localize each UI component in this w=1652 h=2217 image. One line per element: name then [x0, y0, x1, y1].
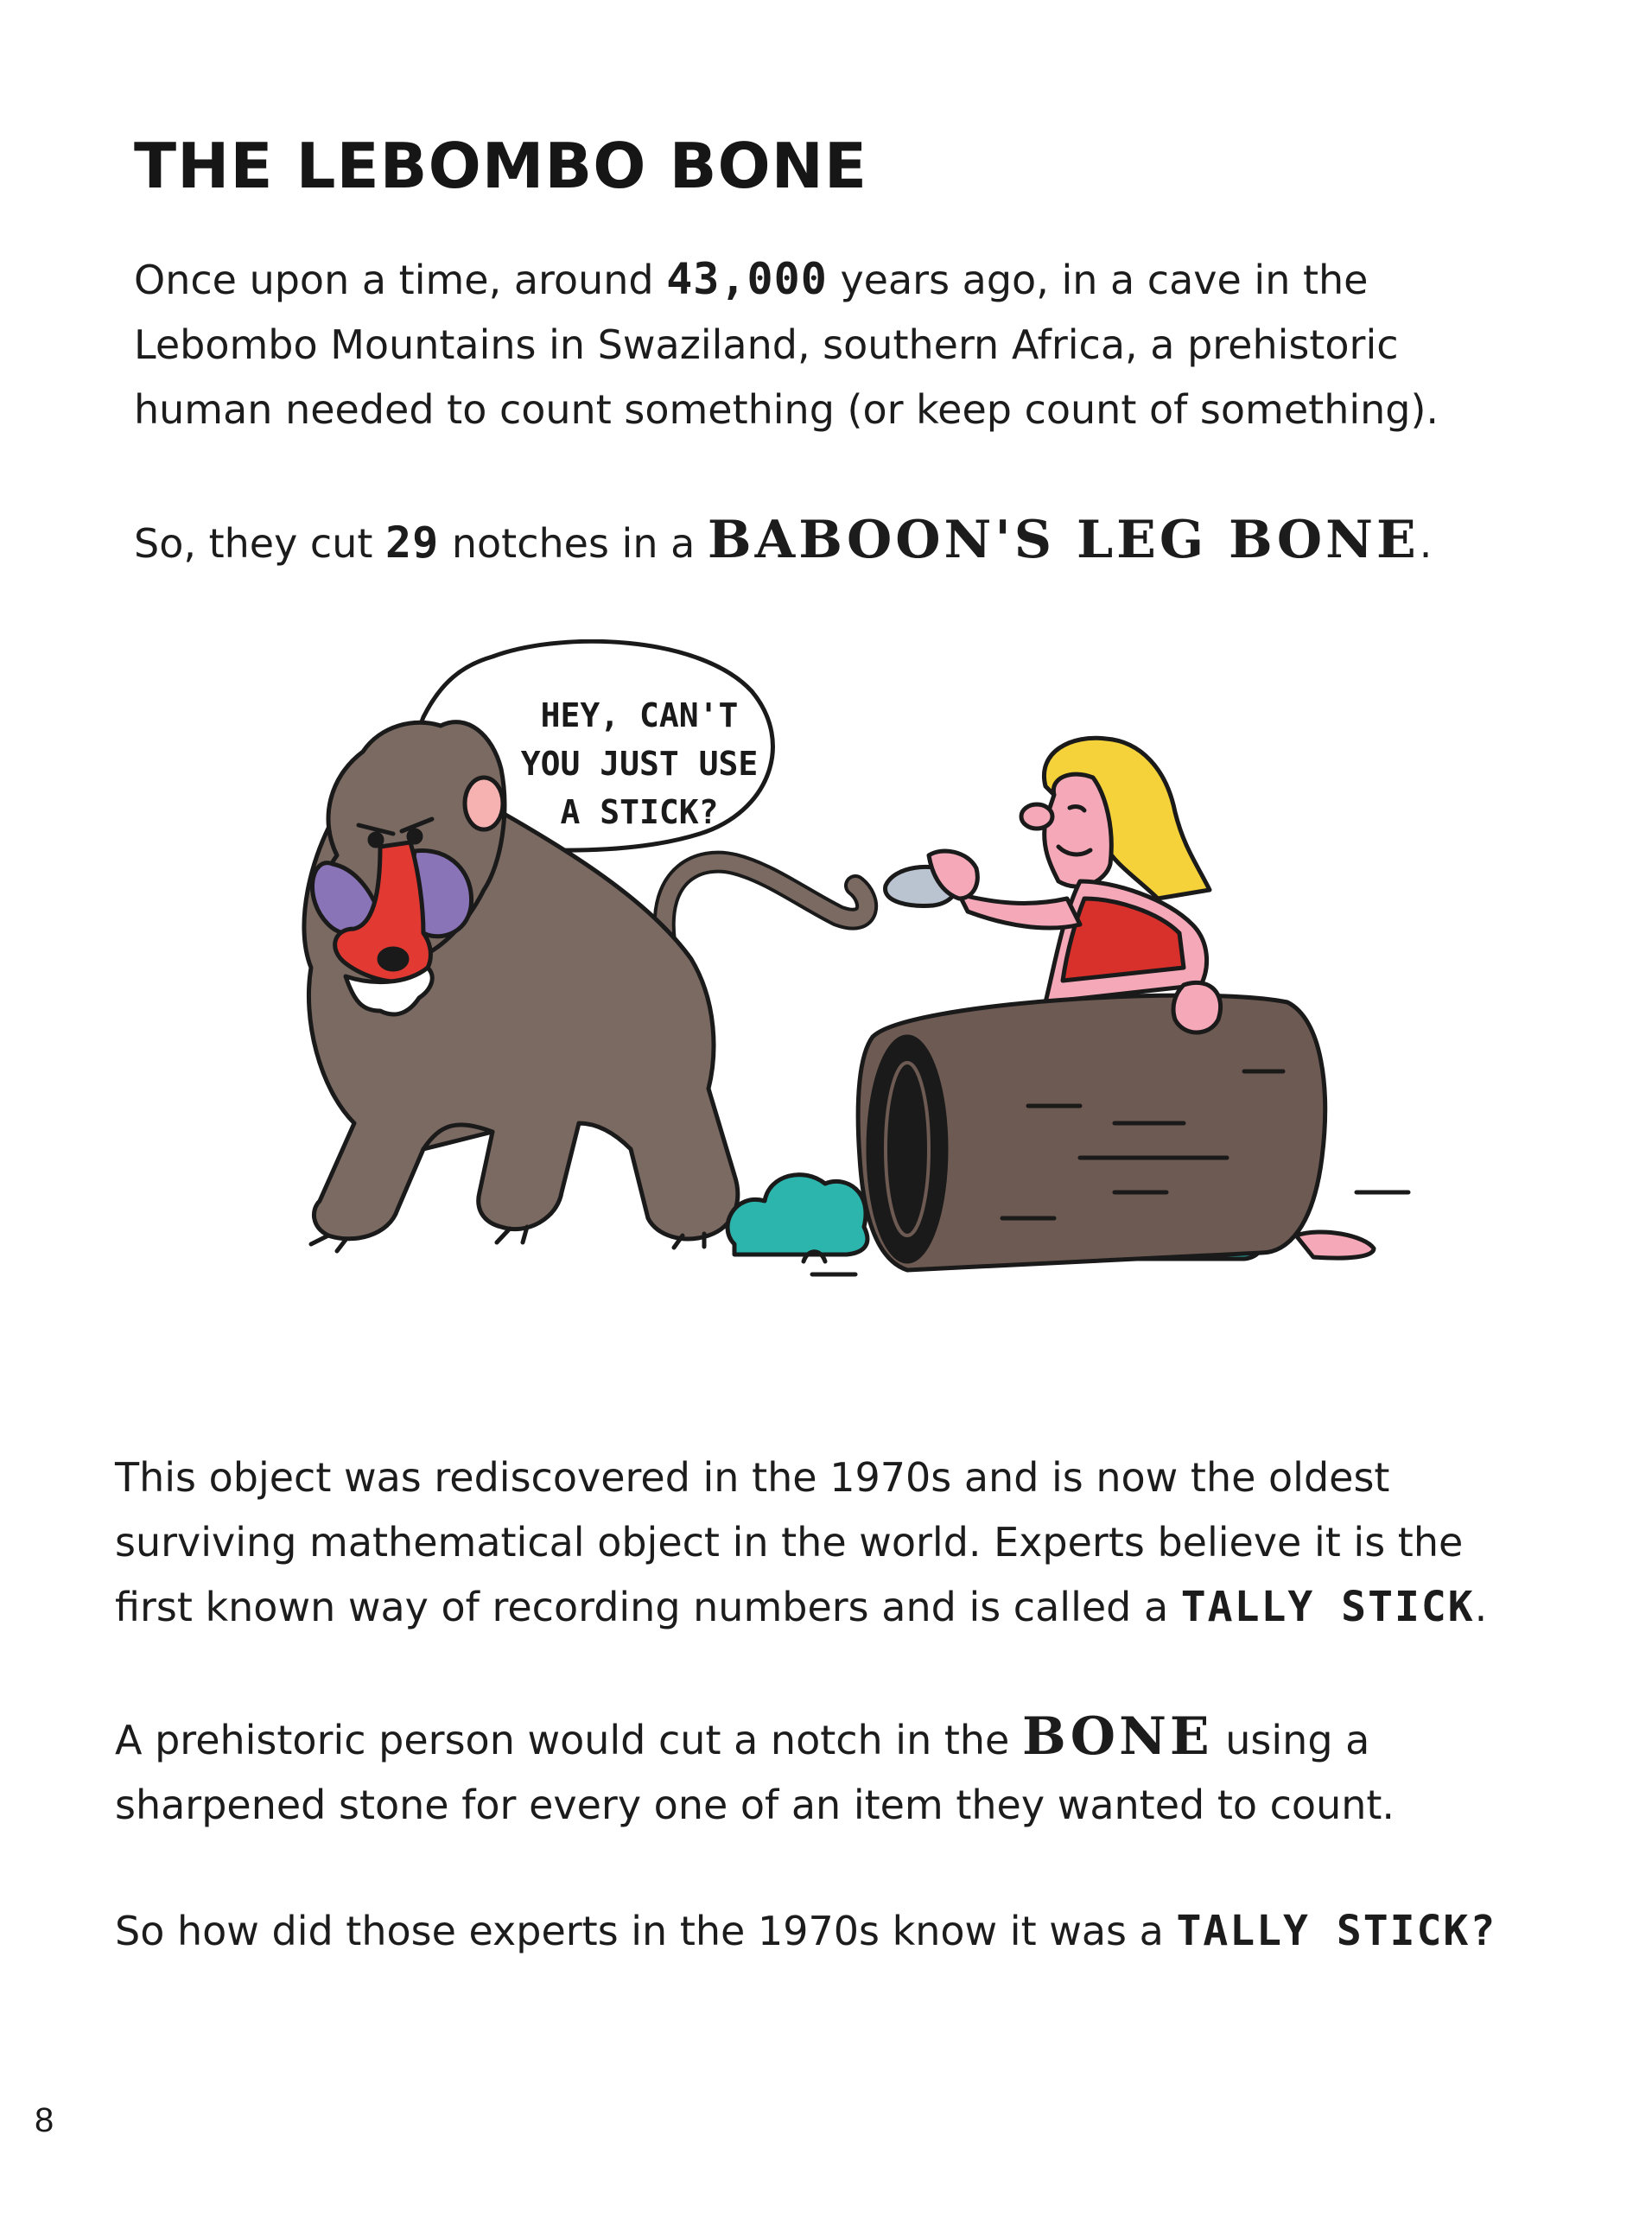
bone-emphasis: BONE: [1021, 1706, 1213, 1767]
notches-paragraph: [134, 508, 1516, 576]
notch-method-paragraph: [115, 1705, 1532, 1838]
human-face: [1045, 774, 1112, 886]
intro-text-2: years ago, in a cave in the Lebombo Mountains in Swaziland, southern Africa, a prehistoric human needed to count something (or keep count of something).: [134, 257, 1439, 433]
speech-bubble-text: HEY, CAN'T YOU JUST USE A STICK?: [520, 696, 759, 831]
rediscovered-text-2: .: [1474, 1584, 1488, 1630]
rediscovered-paragraph: [115, 1445, 1532, 1640]
intro-text-1: Once upon a time, around: [134, 257, 667, 303]
page-number: 8: [35, 2101, 54, 2139]
baboon-leg-bone-emphasis: BABOON'S LEG BONE: [707, 510, 1420, 570]
human-foot: [1296, 1232, 1374, 1258]
notch-method-text-1: A prehistoric person would cut a notch in the: [115, 1717, 1022, 1763]
question-text: So how did those experts in the 1970s know it was a: [115, 1908, 1177, 1954]
rediscovered-text-1: This object was rediscovered in the 1970s and is now the oldest surviving mathematical object in the world. Experts believe it is the first known way of recording numbers and is called a: [115, 1454, 1464, 1630]
page-title: THE LEBOMBO BONE: [134, 130, 868, 202]
bush-left: [728, 1175, 867, 1255]
notches-text-3: .: [1419, 520, 1433, 567]
notches-text-1: So, they cut: [134, 520, 386, 567]
notches-text-2: notches in a: [439, 520, 708, 567]
human-arm: [959, 894, 1080, 928]
notches-number: 29: [385, 518, 440, 568]
notch-method-text-2: using a sharpened stone for every one of an item they wanted to count.: [115, 1717, 1395, 1828]
intro-paragraph: [134, 247, 1516, 442]
tally-stick-emphasis: TALLY STICK: [1180, 1583, 1475, 1631]
baboon-and-human-illustration: [251, 639, 1460, 1417]
years-number: 43,000: [666, 254, 828, 304]
question-paragraph: [115, 1899, 1532, 1964]
tally-stick-question-emphasis: TALLY STICK?: [1176, 1907, 1497, 1955]
